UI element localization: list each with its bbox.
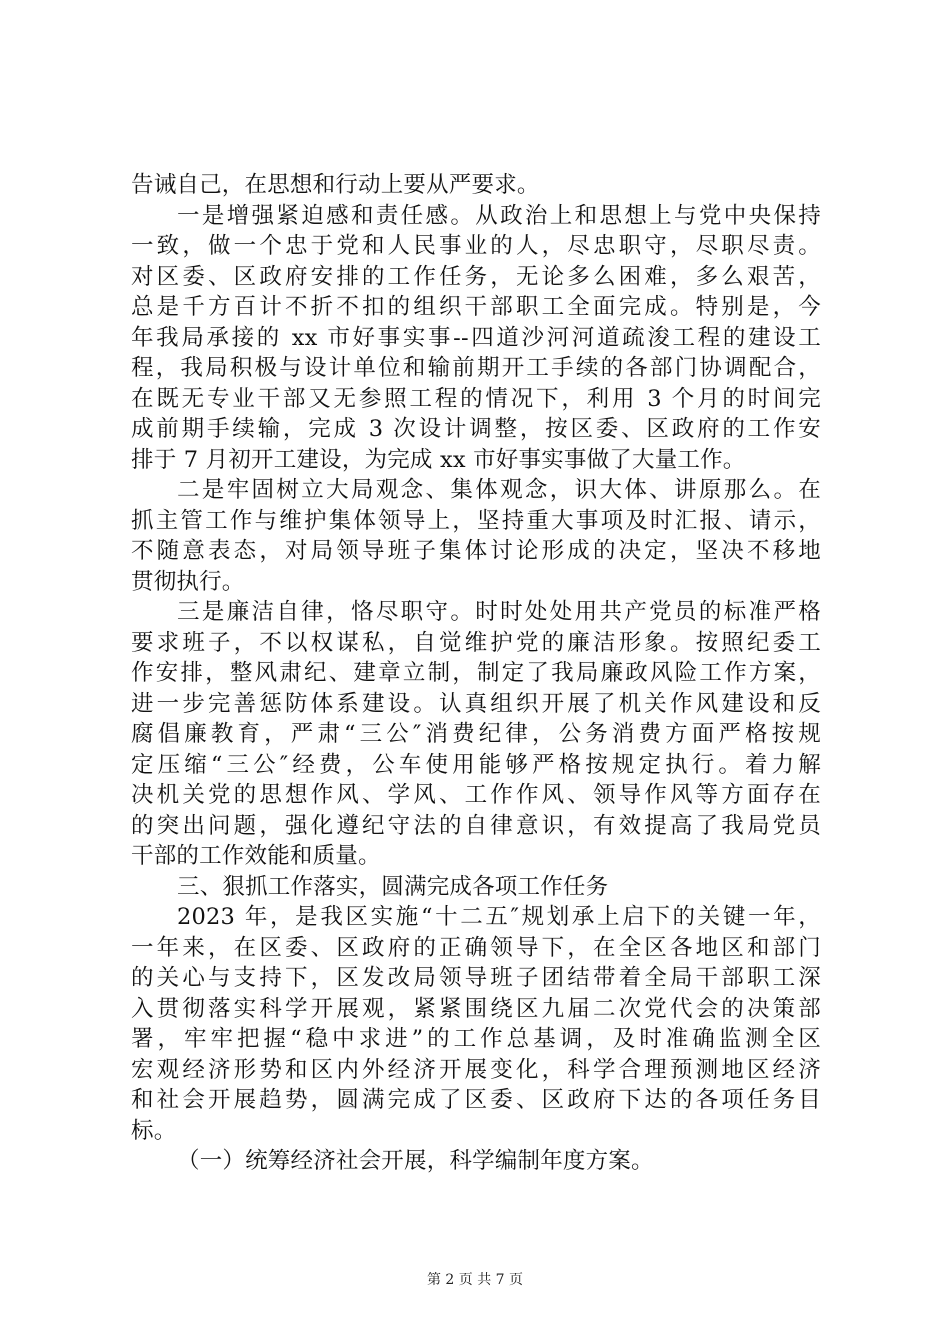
text-line: 告诫自己，在思想和行动上要从严要求。 [131,172,540,198]
text-line: 一年来，在区委、区政府的正确领导下，在全区各地区和部门 [131,934,821,961]
text-line: 要求班子，不以权谋私，自觉维护党的廉洁形象。按照纪委工 [131,629,821,656]
text-line: 一致，做一个忠于党和人民事业的人，尽忠职守，尽职尽责。 [131,233,821,259]
text-line: 程，我局积极与设计单位和输前期开工手续的各部门协调配合， [131,355,821,381]
text-line: 三是廉洁自律，恪尽职守。时时处处用共产党员的标准严格 [177,599,821,625]
text-line: 贯彻执行。 [131,568,245,595]
text-line: 年我局承接的 xx 市好事实事--四道沙河河道疏浚工程的建设工 [131,324,821,351]
text-line: 排于 7 月初开工建设，为完成 xx 市好事实事做了大量工作。 [131,446,746,473]
text-line: 2023 年，是我区实施“十二五″规划承上启下的关键一年， [177,904,821,930]
text-line: 二是牢固树立大局观念、集体观念，识大体、讲原那么。在 [177,477,821,503]
text-line: 成前期手续输，完成 3 次设计调整，按区委、区政府的工作安 [131,416,821,442]
text-line: 宏观经济形势和区内外经济开展变化，科学合理预测地区经济 [131,1056,821,1083]
text-line: 干部的工作效能和质量。 [131,843,381,869]
text-line: 进一步完善惩防体系建设。认真组织开展了机关作风建设和反 [131,690,821,717]
text-line: 在既无专业干部又无参照工程的情况下，利用 3 个月的时间完 [131,385,821,412]
text-line: 标。 [131,1117,177,1144]
text-line: 三、狠抓工作落实，圆满完成各项工作任务 [177,873,609,900]
text-line: 抓主管工作与维护集体领导上，坚持重大事项及时汇报、请示， [131,507,821,534]
text-line: 署，牢牢把握“稳中求进”的工作总基调，及时准确监测全区 [131,1026,821,1052]
text-line: 的关心与支持下，区发改局领导班子团结带着全局干部职工深 [131,965,821,991]
text-line: 的突出问题，强化遵纪守法的自律意识，有效提高了我局党员 [131,812,821,839]
page-footer: 第 2 页 共 7 页 [426,1272,524,1288]
text-line: 腐倡廉教育，严肃“三公″消费纪律，公务消费方面严格按规 [131,721,821,747]
text-line: 入贯彻落实科学开展观，紧紧围绕区九届二次党代会的决策部 [131,995,821,1022]
text-line: 决机关党的思想作风、学风、工作作风、领导作风等方面存在 [131,782,821,808]
text-line: 作安排，整风肃纪、建章立制，制定了我局廉政风险工作方案， [131,660,821,686]
text-line: （一）统筹经济社会开展，科学编制年度方案。 [177,1148,654,1174]
text-line: 一是增强紧迫感和责任感。从政治上和思想上与党中央保持 [177,202,821,229]
text-line: 不随意表态，对局领导班子集体讨论形成的决定，坚决不移地 [131,538,821,564]
text-line: 和社会开展趋势，圆满完成了区委、区政府下达的各项任务目 [131,1087,821,1113]
document-body [131,170,821,1177]
text-line: 对区委、区政府安排的工作任务，无论多么困难，多么艰苦， [131,263,821,290]
text-line: 总是千方百计不折不扣的组织干部职工全面完成。特别是，今 [131,294,821,320]
text-line: 定压缩“三公″经费，公车使用能够严格按规定执行。着力解 [131,751,821,778]
